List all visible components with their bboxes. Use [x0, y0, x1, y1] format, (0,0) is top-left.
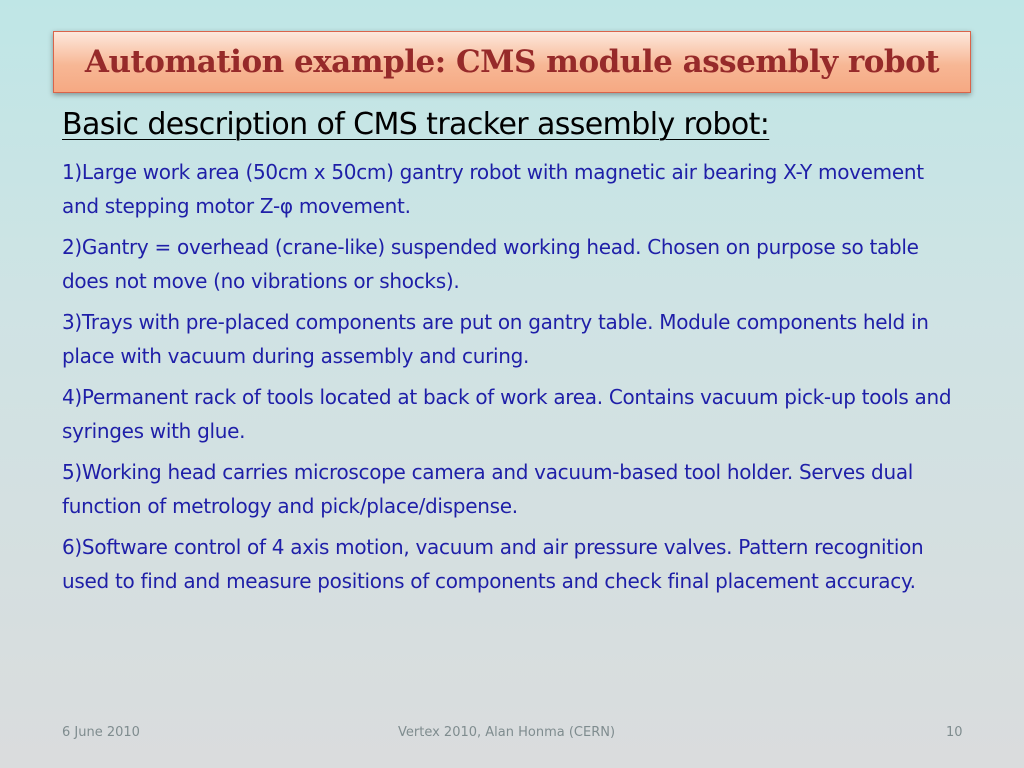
footer-date: 6 June 2010 [62, 725, 140, 740]
footer-page-number: 10 [946, 725, 963, 740]
list-item: 1)Large work area (50cm x 50cm) gantry robot with magnetic air bearing X-Y movement and stepping motor Z-φ movement. [62, 160, 924, 218]
footer-event: Vertex 2010, Alan Honma (CERN) [398, 725, 616, 740]
slide-subheading: Basic description of CMS tracker assembly robot: [62, 107, 770, 142]
list-item: 6)Software control of 4 axis motion, vacuum and air pressure valves. Pattern recognition used to find and measure positions of components and check final placement accuracy. [62, 535, 924, 593]
list-item: 5)Working head carries microscope camera and vacuum-based tool holder. Serves dual function of metrology and pick/place/dispense. [62, 460, 914, 518]
slide-content [62, 103, 962, 605]
slide-title-box [53, 31, 971, 93]
slide-title: Automation example: CMS module assembly robot [84, 44, 940, 80]
list-item: 4)Permanent rack of tools located at back of work area. Contains vacuum pick-up tools and syringes with glue. [62, 385, 952, 443]
list-item: 2)Gantry = overhead (crane-like) suspended working head. Chosen on purpose so table does not move (no vibrations or shocks). [62, 235, 919, 293]
list-item: 3)Trays with pre-placed components are put on gantry table. Module components held in place with vacuum during assembly and curing. [62, 310, 929, 368]
